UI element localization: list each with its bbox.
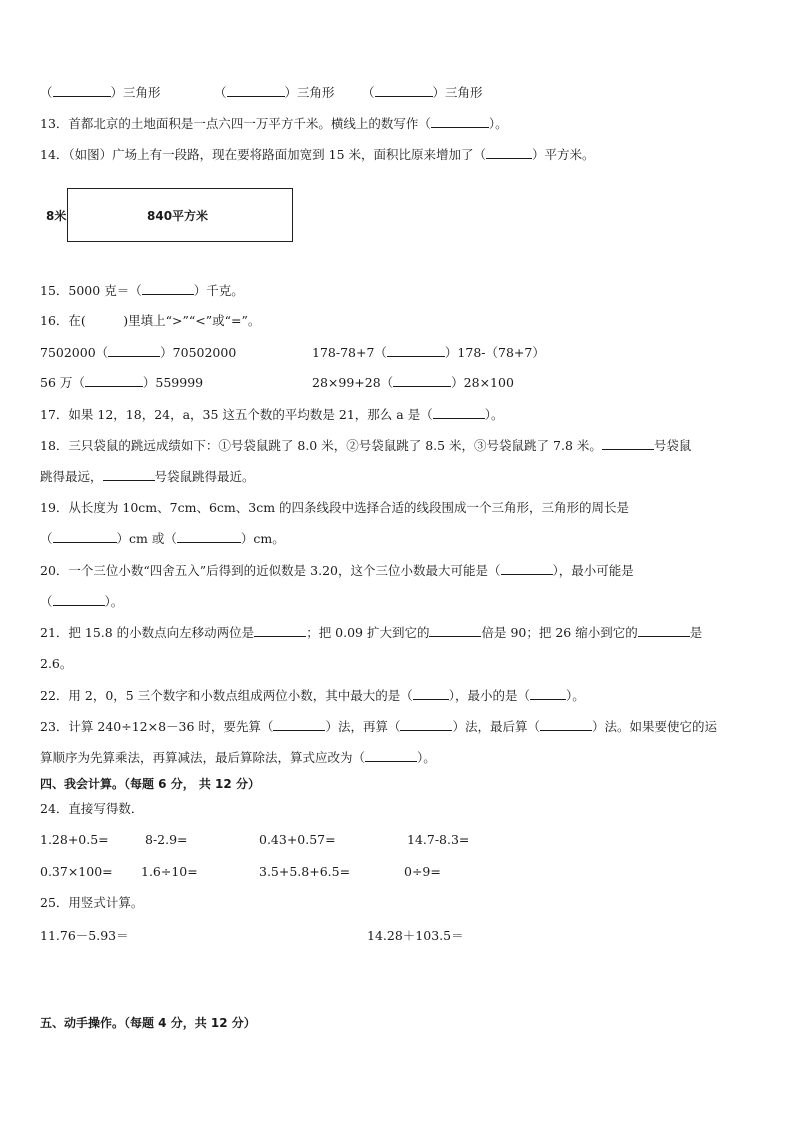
vertical-calc-item: 14.28＋103.5＝: [367, 928, 464, 943]
compare-left: 28×99+28（: [312, 375, 394, 390]
triangle-blank-a: [40, 84, 161, 101]
question-text: ）cm 或（: [116, 531, 177, 546]
triangle-blank-b: [214, 84, 335, 101]
question-end: ）。: [417, 750, 436, 765]
calc-item: 0.37×100=: [40, 864, 113, 879]
question-end: ）。: [488, 116, 508, 131]
figure-side-label: 8米: [46, 209, 67, 223]
answer-blank[interactable]: [501, 562, 553, 575]
question-text: 23．计算 240÷12×8－36 时，要先算（: [40, 719, 274, 734]
answer-blank[interactable]: [486, 146, 532, 159]
question-text: 15．5000 克＝（: [40, 283, 142, 298]
compare-right: ）559999: [142, 375, 204, 390]
calc-item: 1.28+0.5=: [40, 832, 109, 847]
figure-area-label: 840平方米: [147, 209, 209, 223]
question-text: 21．把 15.8 的小数点向左移动两位是: [40, 625, 255, 640]
paren-open: （: [40, 594, 53, 609]
question-end: ）。: [484, 407, 504, 422]
answer-blank[interactable]: [638, 624, 690, 637]
section-5-heading: 五、动手操作。（每题 4 分，共 12 分）: [40, 1016, 256, 1030]
question-text: ）法。如果要使它的运: [591, 719, 717, 734]
answer-blank[interactable]: [413, 687, 449, 700]
answer-blank[interactable]: [431, 115, 489, 128]
compare-left: 56 万（: [40, 375, 85, 390]
calc-item: 1.6÷10=: [141, 864, 198, 879]
triangle-blank-c: [362, 84, 483, 101]
compare-row-2a: [40, 374, 203, 391]
question-25-title: 25．用竖式计算。: [40, 895, 144, 910]
question-24-title: 24．直接写得数．: [40, 801, 144, 816]
question-text: 算顺序为先算乘法，再算减法，最后算除法，算式应改为（: [40, 750, 366, 765]
question-end: ）。: [565, 688, 585, 703]
question-text: 14．（如图）广场上有一段路，现在要将路面加宽到 15 米，面积比原来增加了（: [40, 147, 487, 162]
question-text: 17．如果 12，18，24，a，35 这五个数的平均数是 21，那么 a 是（: [40, 407, 433, 422]
question-18-line-2: [40, 468, 255, 485]
question-text: ），最小可能是: [552, 563, 634, 578]
answer-blank[interactable]: [433, 406, 485, 419]
question-text: 号袋鼠跳得最近。: [154, 469, 255, 484]
compare-left: 7502000（: [40, 345, 109, 360]
question-18-line-1: [40, 437, 691, 454]
question-23-line-1: [40, 718, 717, 735]
answer-blank[interactable]: [602, 437, 654, 450]
answer-blank[interactable]: [53, 84, 111, 97]
answer-blank[interactable]: [85, 374, 143, 387]
question-text: 13．首都北京的土地面积是一点六四一万平方千米。横线上的数写作（: [40, 116, 431, 131]
answer-blank[interactable]: [273, 718, 325, 731]
calc-item: 0÷9=: [404, 864, 441, 879]
question-14: [40, 146, 595, 163]
answer-blank[interactable]: [227, 84, 285, 97]
answer-blank[interactable]: [387, 344, 445, 357]
answer-blank[interactable]: [254, 624, 306, 637]
answer-blank[interactable]: [429, 624, 481, 637]
compare-row-1b: [312, 344, 545, 361]
answer-blank[interactable]: [530, 687, 566, 700]
calc-item: 0.43+0.57=: [259, 832, 336, 847]
question-text: ），最小的是（: [448, 688, 530, 703]
question-text: 22．用 2，0，5 三个数字和小数点组成两位小数，其中最大的是（: [40, 688, 413, 703]
compare-right: ）28×100: [451, 375, 514, 390]
answer-blank[interactable]: [375, 84, 433, 97]
question-text: 跳得最远，: [40, 469, 103, 484]
question-end: ）千克。: [193, 283, 244, 298]
question-text: 18．三只袋鼠的跳远成绩如下：①号袋鼠跳了 8.0 米，②号袋鼠跳了 8.5 米，③号袋鼠跳了 7.8 米。: [40, 438, 602, 453]
question-text: ）法，再算（: [325, 719, 401, 734]
question-23-line-2: [40, 749, 436, 766]
question-17: [40, 406, 503, 423]
question-16: 16．在( )里填上“>”“<”或“=”。: [40, 313, 261, 328]
question-text: 20．一个三位小数“四舍五入”后得到的近似数是 3.20，这个三位小数最大可能是（: [40, 563, 501, 578]
triangle-label: ）三角形: [284, 85, 335, 100]
question-13: [40, 115, 508, 132]
question-21-line-1: [40, 624, 702, 641]
compare-row-1a: [40, 344, 236, 361]
paren-open: （: [214, 85, 227, 100]
answer-blank[interactable]: [177, 530, 241, 543]
question-end: ）。: [104, 594, 124, 609]
question-22: [40, 687, 585, 704]
triangle-label: ）三角形: [110, 85, 161, 100]
question-text: 倍是 90；把 26 缩小到它的: [481, 625, 638, 640]
answer-blank[interactable]: [108, 344, 160, 357]
compare-row-2b: [312, 374, 514, 391]
question-19-line-1: 19．从长度为 10cm、7cm、6cm、3cm 的四条线段中选择合适的线段围成一个三角形，三角形的周长是: [40, 500, 630, 515]
calc-item: 8-2.9=: [145, 832, 188, 847]
section-4-heading: 四、我会计算。（每题 6 分， 共 12 分）: [40, 777, 260, 791]
question-end: ）平方米。: [532, 147, 595, 162]
compare-left: 178-78+7（: [312, 345, 387, 360]
answer-blank[interactable]: [393, 374, 451, 387]
answer-blank[interactable]: [103, 468, 155, 481]
answer-blank[interactable]: [53, 593, 105, 606]
calc-item: 3.5+5.8+6.5=: [259, 864, 351, 879]
calc-item: 14.7-8.3=: [407, 832, 470, 847]
answer-blank[interactable]: [53, 530, 117, 543]
answer-blank[interactable]: [540, 718, 592, 731]
triangle-label: ）三角形: [432, 85, 483, 100]
question-21-line-2: 2.6。: [40, 656, 73, 671]
question-text: 是: [689, 625, 703, 640]
question-20-line-1: [40, 562, 634, 579]
paren-open: （: [362, 85, 375, 100]
answer-blank[interactable]: [400, 718, 452, 731]
question-text: ；把 0.09 扩大到它的: [306, 625, 430, 640]
question-15: [40, 282, 244, 299]
vertical-calc-item: 11.76－5.93＝: [40, 928, 129, 943]
paren-open: （: [40, 531, 53, 546]
answer-blank[interactable]: [142, 282, 194, 295]
question-text: 号袋鼠: [653, 438, 692, 453]
compare-right: ）70502000: [160, 345, 237, 360]
question-19-line-2: [40, 530, 285, 547]
answer-blank[interactable]: [365, 749, 417, 762]
compare-right: ）178-（78+7）: [444, 345, 545, 360]
question-text: ）法，最后算（: [452, 719, 540, 734]
question-end: ）cm。: [240, 531, 285, 546]
paren-open: （: [40, 85, 53, 100]
question-20-line-2: [40, 593, 123, 610]
